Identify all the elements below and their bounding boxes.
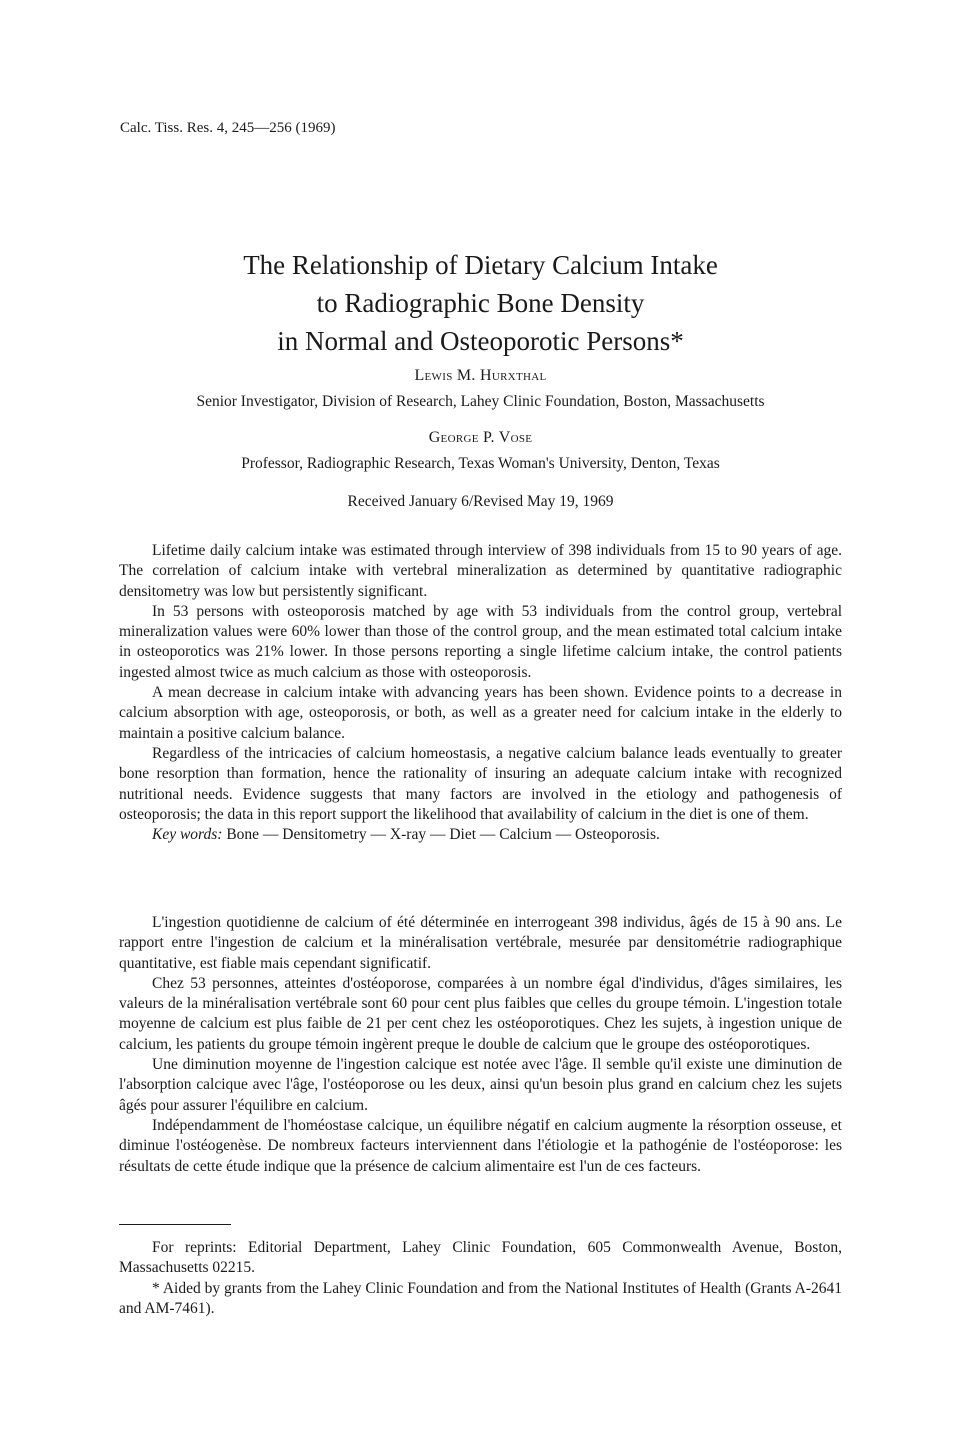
keywords-label: Key words: [152,826,223,844]
footnote: For reprints: Editorial Department, Lahey Clinic Foundation, 605 Commonwealth Avenue, Boston, Massachusetts 02215. [119,1239,842,1277]
abstract-paragraph: Lifetime daily calcium intake was estimated through interview of 398 individuals from 15 to 90 years of age. The correlation of calcium intake with vertebral mineralization as determined by quantitative radiographic densitometry was low but persistently significant. [119,542,842,600]
footnotes [119,1238,842,1319]
abstract-paragraph: L'ingestion quotidienne de calcium of été déterminée en interrogeant 398 individus, âgés de 15 à 90 ans. Le rapport entre l'ingestion de calcium et la minéralisation vertébrale, mesurée par densitométrie radiographique quantitative, est fiable mais cependant significatif. [119,914,842,972]
author-affiliation: Senior Investigator, Division of Research, Lahey Clinic Foundation, Boston, Massachusetts [196,393,765,410]
abstract-paragraph: A mean decrease in calcium intake with advancing years has been shown. Evidence points to a decrease in calcium absorption with age, osteoporosis, or both, as well as a greater need for calcium intake in the elderly to maintain a positive calcium balance. [119,684,842,742]
abstract-french [119,913,842,1177]
abstract-paragraph: Une diminution moyenne de l'ingestion calcique est notée avec l'âge. Il semble qu'il existe une diminution de l'absorption calcique avec l'âge, l'ostéoporose ou les deux, ainsi qu'un besoin plus grand en calcium chez les sujets âgés pour assurer l'équilibre en calcium. [119,1056,842,1114]
abstract-paragraph: Regardless of the intricacies of calcium homeostasis, a negative calcium balance leads eventually to greater bone resorption than formation, hence the rationality of insuring an adequate calcium intake with recognized nutritional needs. Evidence suggests that many factors are involved in the etiology and pathogenesis of osteoporosis; the data in this report support the likelihood that availability of calcium in the diet is one of them. [119,744,842,823]
author-affiliation: Professor, Radiographic Research, Texas Woman's University, Denton, Texas [241,455,720,472]
keywords [119,825,842,845]
abstract-english [119,541,842,845]
title-line: The Relationship of Dietary Calcium Intake [243,250,718,280]
footnote: * Aided by grants from the Lahey Clinic Foundation and from the National Institutes of Health (Grants A-2641 and AM-7461). [119,1279,842,1317]
received-date: Received January 6/Revised May 19, 1969 [347,493,614,510]
paper-title [0,246,961,360]
journal-citation: Calc. Tiss. Res. 4, 245—256 (1969) [120,120,336,136]
author-name: Lewis M. Hurxthal [414,367,547,384]
abstract-paragraph: Chez 53 personnes, atteintes d'ostéoporose, comparées à un nombre égal d'individus, d'âges similaires, les valeurs de la minéralisation vertébrale sont 60 pour cent plus faibles que celles du groupe témoin. L'ingestion totale moyenne de calcium est plus faible de 21 per cent chez les ostéoporotiques. Chez les sujets, à ingestion unique de calcium, les patients du groupe témoin ingèrent preque le double de calcium que le groupe des ostéoporotiques. [119,974,842,1053]
abstract-paragraph: Indépendamment de l'homéostase calcique, un équilibre négatif en calcium augmente la résorption osseuse, et diminue l'ostéogenèse. De nombreux facteurs interviennent dans l'étiologie et la pathogénie de l'ostéoporose: les résultats de cette étude indique que la présence de calcium alimentaire est l'un de ces facteurs. [119,1116,842,1175]
author-name: George P. Vose [428,429,533,446]
keywords-list: Bone — Densitometry — X-ray — Diet — Calcium — Osteoporosis. [226,826,660,844]
footnote-divider [119,1224,231,1225]
title-line: to Radiographic Bone Density [316,288,645,318]
abstract-paragraph: In 53 persons with osteoporosis matched by age with 53 individuals from the control group, vertebral mineralization values were 60% lower than those of the control group, and the mean estimated total calcium intake in osteoporotics was 21% lower. In those persons reporting a single lifetime calcium intake, the control patients ingested almost twice as much calcium as those with osteoporosis. [119,602,842,681]
title-line: in Normal and Osteoporotic Persons* [277,326,684,356]
